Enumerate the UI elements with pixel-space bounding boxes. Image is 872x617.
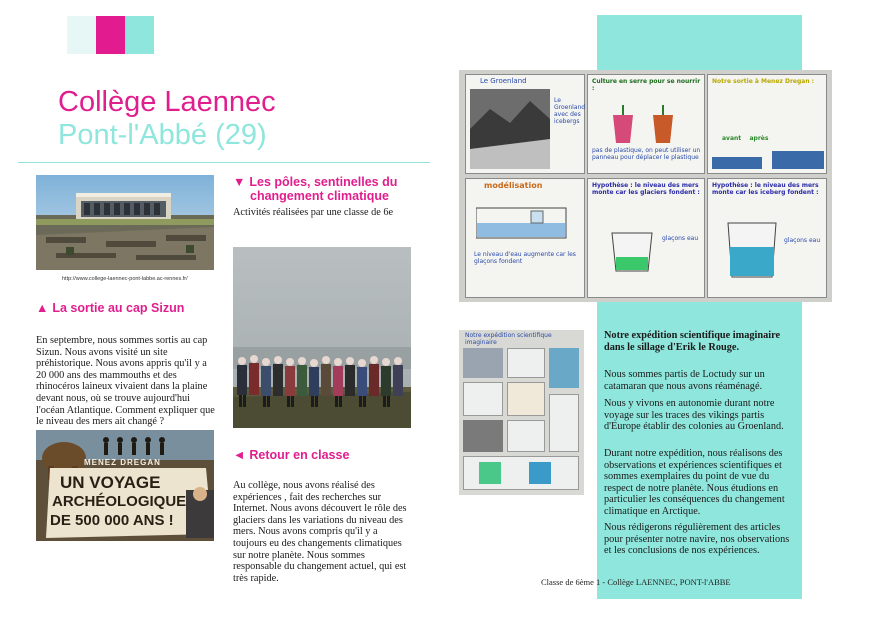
school-photo bbox=[36, 175, 214, 270]
poster-line2: ARCHÉOLOGIQUE bbox=[52, 493, 187, 510]
triangle-up-icon: ▲ bbox=[36, 301, 49, 315]
board-cell-culture: Culture en serre pour se nourrir : pas de plastique, on peut utiliser un panneau pour déplacer le plastique bbox=[587, 74, 705, 174]
expedition-board-photo bbox=[459, 330, 584, 495]
section-body-sortie: En septembre, nous sommes sortis au cap Sizun. Nous avons visité un site préhistorique. Nous avons appris qu'il y a 20 000 ans des mammouths et des rhinocéros laineux vivaient dans la plaine devant nous, où se trouve aujourd'hui l'océan Atlantique. Comment expliquer que le niveau des mers ait changé ? bbox=[36, 335, 215, 428]
board-cell-sortie: Notre sortie à Menez Dregan : avant après bbox=[707, 74, 827, 174]
school-photo-credit: http://www.college-laennec-pont-labbe.ac-rennes.fr/ bbox=[62, 276, 188, 282]
header-square-pink bbox=[96, 16, 125, 54]
board-cell-hypothese-glaciers: Hypothèse : le niveau des mers monte car les glaciers fondent : glaçons eau bbox=[587, 178, 705, 298]
triangle-down-icon: ▼ bbox=[233, 175, 246, 189]
board-cell-hypothese-iceberg: Hypothèse : le niveau des mers monte car les iceberg fondent : glaçons eau bbox=[707, 178, 827, 298]
expedition-p2: Nous y vivons en autonomie durant notre voyage sur les traces des vikings partis d'Europe établir des colonies au Groenland. bbox=[604, 398, 784, 433]
board-cell-groenland: Le Groenland Le Groenland avec des icebergs bbox=[465, 74, 585, 174]
board-cell-modelisation: modélisation Le niveau d'eau augmente car les glaçons fondent bbox=[465, 178, 585, 298]
section-heading-sortie: ▲ La sortie au cap Sizun bbox=[36, 301, 185, 315]
page-title: Collège Laennec bbox=[58, 86, 276, 118]
expedition-p1: Nous sommes partis de Loctudy sur un catamaran que nous avons réaménagé. bbox=[604, 369, 765, 392]
group-photo bbox=[233, 247, 411, 428]
poster-line1: UN VOYAGE bbox=[60, 473, 161, 492]
expedition-heading: Notre expédition scientifique imaginaire dans le sillage d'Erik le Rouge. bbox=[604, 330, 781, 353]
section-heading-retour: ◄ Retour en classe bbox=[233, 448, 350, 462]
menez-dregan-poster bbox=[36, 430, 214, 541]
section-heading-poles: ▼ Les pôles, sentinelles du changement climatique bbox=[233, 175, 398, 203]
page-subtitle: Pont-l'Abbé (29) bbox=[58, 119, 267, 151]
header-square-light bbox=[67, 16, 96, 54]
title-divider bbox=[18, 162, 430, 163]
page-footer: Classe de 6ème 1 - Collège LAENNEC, PONT-l'ABBE bbox=[541, 577, 731, 587]
poster-brand: MENEZ DREGAN bbox=[84, 458, 161, 467]
triangle-left-icon: ◄ bbox=[233, 448, 246, 462]
expedition-board-title: Notre expédition scientifique imaginaire bbox=[465, 332, 552, 346]
header-square-teal bbox=[125, 16, 154, 54]
poster-line3: DE 500 000 ANS ! bbox=[50, 512, 174, 529]
class-board-photo bbox=[459, 70, 832, 302]
section-subtitle-poles: Activités réalisées par une classe de 6e bbox=[233, 207, 394, 218]
expedition-p4: Nous rédigerons régulièrement des articles pour présenter notre navire, nos observations et les conclusions de nos expériences. bbox=[604, 522, 790, 557]
section-body-retour: Au collège, nous avons réalisé des expériences , fait des recherches sur Internet. Nous avons découvert le rôle des glaciers dans les variations du niveau des mers. Nous avons compris qu'il y a toujours eu des changements climatiques sur notre planète. Nous sommes responsable du changement actuel, qui est très rapide. bbox=[233, 480, 407, 584]
expedition-p3: Durant notre expédition, nous réalisons des observations et expériences scientifiques et sommes exemplaires du point de vue du respect de notre planète. Nous étudions en particulier les conséquences du changement climatique en Arctique. bbox=[604, 448, 785, 517]
